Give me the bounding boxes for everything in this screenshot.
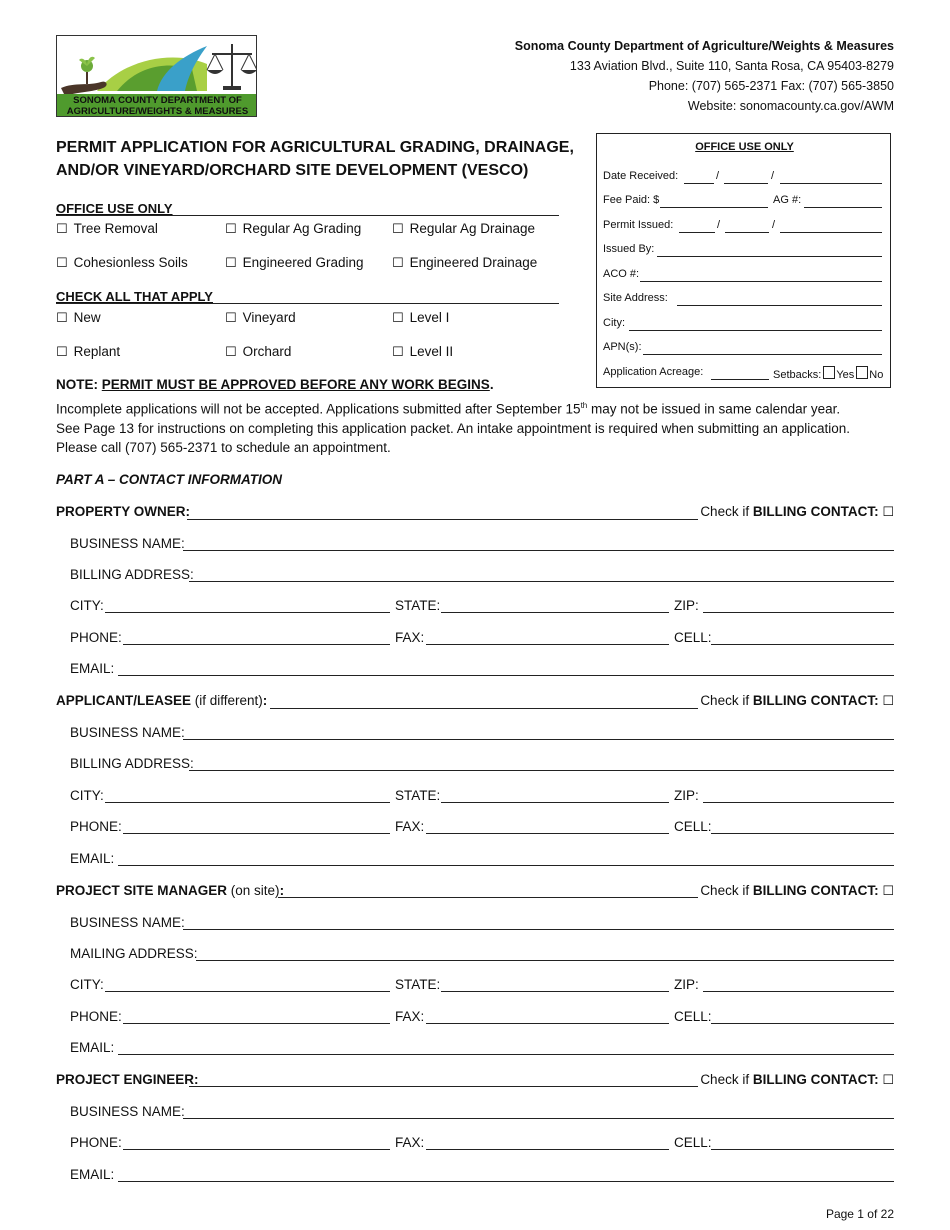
department-contact-block <box>515 36 894 116</box>
site-manager-email-field[interactable] <box>118 1054 894 1055</box>
permit-issued-day-field[interactable] <box>725 232 769 233</box>
owner-state-field[interactable] <box>441 612 669 613</box>
applicant-cell-label: CELL: <box>674 819 712 834</box>
checkbox-label: Orchard <box>242 344 292 359</box>
owner-email-label: EMAIL: <box>70 661 115 676</box>
engineer-email-field[interactable] <box>118 1181 894 1182</box>
engineer-business-name-label: BUSINESS NAME: <box>70 1104 185 1119</box>
site-manager-label-colon: : <box>279 883 285 898</box>
applicant-billing-address-field[interactable] <box>189 770 894 771</box>
engineer-fax-field[interactable] <box>426 1149 669 1150</box>
applicant-business-name-label: BUSINESS NAME: <box>70 725 185 740</box>
project-engineer-label: PROJECT ENGINEER: <box>56 1072 199 1087</box>
checkbox-label: Level II <box>409 344 454 359</box>
site-manager-city-field[interactable] <box>105 991 390 992</box>
site-manager-label-bold: PROJECT SITE MANAGER <box>56 883 228 898</box>
setbacks-group <box>773 366 883 381</box>
checkbox-icon[interactable]: ☐ <box>225 256 237 271</box>
checkbox-label: Engineered Drainage <box>409 255 538 270</box>
checkbox-regular-ag-grading[interactable] <box>225 221 361 237</box>
applicant-email-field[interactable] <box>118 865 894 866</box>
issued-by-label: Issued By: <box>603 243 655 255</box>
checkbox-icon[interactable]: ☐ <box>56 256 68 271</box>
date-received-month-field[interactable] <box>684 183 714 184</box>
site-manager-mailing-address-field[interactable] <box>196 960 894 961</box>
aco-field[interactable] <box>640 281 882 282</box>
checkbox-cohesionless-soils[interactable] <box>56 255 188 271</box>
checkbox-label: Engineered Grading <box>242 255 364 270</box>
note-superscript: th <box>580 401 588 410</box>
site-manager-email-label: EMAIL: <box>70 1040 115 1055</box>
owner-cell-field[interactable] <box>711 644 894 645</box>
applicant-field[interactable] <box>270 708 698 709</box>
applicant-city-field[interactable] <box>105 802 390 803</box>
date-received-day-field[interactable] <box>724 183 768 184</box>
applicant-fax-field[interactable] <box>426 833 669 834</box>
billing-contact-text: BILLING CONTACT: <box>752 883 879 898</box>
engineer-phone-field[interactable] <box>123 1149 390 1150</box>
department-logo <box>56 35 257 117</box>
site-manager-mailing-address-label: MAILING ADDRESS: <box>70 946 198 961</box>
note-body <box>56 396 896 457</box>
billing-contact-text: BILLING CONTACT: <box>752 1072 879 1087</box>
site-address-field[interactable] <box>677 305 882 306</box>
checkbox-label: Tree Removal <box>73 221 158 236</box>
engineer-business-name-field[interactable] <box>183 1118 894 1119</box>
note-line-1 <box>56 396 896 419</box>
owner-billing-address-field[interactable] <box>189 581 894 582</box>
applicant-label <box>56 693 267 708</box>
applicant-city-label: CITY: <box>70 788 104 803</box>
check-if-text: Check if <box>700 1072 753 1087</box>
applicant-phone-field[interactable] <box>123 833 390 834</box>
applicant-zip-field[interactable] <box>703 802 894 803</box>
owner-state-label: STATE: <box>395 598 441 613</box>
engineer-fax-label: FAX: <box>395 1135 425 1150</box>
checkbox-engineered-grading[interactable] <box>225 255 364 271</box>
note-label: NOTE: <box>56 377 98 392</box>
office-use-rule <box>56 215 559 216</box>
owner-city-field[interactable] <box>105 612 390 613</box>
site-manager-state-label: STATE: <box>395 977 441 992</box>
billing-contact-text: BILLING CONTACT: <box>752 693 879 708</box>
setbacks-yes-label: Yes <box>836 369 855 381</box>
logo-text-line2: AGRICULTURE/WEIGHTS & MEASURES <box>66 106 249 117</box>
checkbox-label: Replant <box>73 344 121 359</box>
title-line-1: PERMIT APPLICATION FOR AGRICULTURAL GRADING, DRAINAGE, <box>56 139 574 156</box>
applicant-state-field[interactable] <box>441 802 669 803</box>
page-number: Page 1 of 22 <box>825 1207 894 1221</box>
property-owner-label: PROPERTY OWNER: <box>56 504 191 519</box>
checkbox-label: Vineyard <box>242 310 296 325</box>
fee-paid-field[interactable] <box>660 207 768 208</box>
site-manager-business-name-field[interactable] <box>183 929 894 930</box>
date-slash: / <box>717 219 721 231</box>
checkbox-level-ii[interactable] <box>392 344 453 360</box>
checkbox-label: Regular Ag Grading <box>242 221 362 236</box>
site-manager-label-rest: (on site) <box>227 883 280 898</box>
site-address-label: Site Address: <box>603 292 668 304</box>
fee-paid-label: Fee Paid: $ <box>603 194 660 206</box>
owner-zip-field[interactable] <box>703 612 894 613</box>
site-manager-cell-field[interactable] <box>711 1023 894 1024</box>
issued-by-field[interactable] <box>657 256 882 257</box>
applicant-cell-field[interactable] <box>711 833 894 834</box>
checkbox-level-i[interactable] <box>392 310 449 326</box>
city-label: City: <box>603 317 625 329</box>
site-manager-city-label: CITY: <box>70 977 104 992</box>
applicant-state-label: STATE: <box>395 788 441 803</box>
owner-fax-label: FAX: <box>395 630 425 645</box>
checkbox-new[interactable] <box>56 310 101 326</box>
site-manager-zip-field[interactable] <box>703 991 894 992</box>
checkbox-label: Level I <box>409 310 450 325</box>
billing-contact-text: BILLING CONTACT: <box>752 504 879 519</box>
applicant-fax-label: FAX: <box>395 819 425 834</box>
applicant-zip-label: ZIP: <box>674 788 699 803</box>
checkbox-icon[interactable]: ☐ <box>56 345 68 360</box>
date-slash: / <box>772 219 776 231</box>
checkbox-orchard[interactable] <box>225 344 291 360</box>
department-phone-fax: Phone: (707) 565-2371 Fax: (707) 565-3850 <box>648 79 894 93</box>
applicant-phone-label: PHONE: <box>70 819 122 834</box>
office-use-heading: OFFICE USE ONLY <box>56 201 173 216</box>
check-if-text: Check if <box>700 504 753 519</box>
date-slash: / <box>716 170 720 182</box>
application-acreage-field[interactable] <box>711 379 769 380</box>
page-title <box>56 136 574 182</box>
checkbox-vineyard[interactable] <box>225 310 296 326</box>
permit-issued-label: Permit Issued: <box>603 219 674 231</box>
ag-number-field[interactable] <box>804 207 882 208</box>
title-line-2: AND/OR VINEYARD/ORCHARD SITE DEVELOPMENT (VESCO) <box>56 162 529 179</box>
owner-phone-label: PHONE: <box>70 630 122 645</box>
applicant-business-name-field[interactable] <box>183 739 894 740</box>
checkbox-icon[interactable]: ☐ <box>225 222 237 237</box>
checkbox-icon[interactable]: ☐ <box>225 345 237 360</box>
permit-issued-month-field[interactable] <box>679 232 715 233</box>
apn-field[interactable] <box>643 354 882 355</box>
property-owner-field[interactable] <box>187 519 698 520</box>
engineer-email-label: EMAIL: <box>70 1167 115 1182</box>
check-if-text: Check if <box>700 693 753 708</box>
applicant-label-bold: APPLICANT/LEASEE <box>56 693 192 708</box>
owner-zip-label: ZIP: <box>674 598 699 613</box>
department-website[interactable]: Website: sonomacounty.ca.gov/AWM <box>687 99 894 113</box>
note-period: . <box>489 377 494 392</box>
setbacks-no-label: No <box>869 369 884 381</box>
property-owner-billing-check[interactable] <box>700 504 894 520</box>
owner-billing-address-label: BILLING ADDRESS: <box>70 567 194 582</box>
date-slash: / <box>771 170 775 182</box>
note-line-2: See Page 13 for instructions on completing this application packet. An intake appointment is required when submitting an application. <box>56 420 850 436</box>
checkbox-icon[interactable]: ☐ <box>882 884 894 899</box>
application-acreage-label: Application Acreage: <box>603 366 704 378</box>
check-all-rule <box>56 303 559 304</box>
checkbox-engineered-drainage[interactable] <box>392 255 537 271</box>
check-if-text: Check if <box>700 883 753 898</box>
date-received-year-field[interactable] <box>780 183 882 184</box>
setbacks-no-checkbox[interactable] <box>856 366 868 379</box>
engineer-cell-label: CELL: <box>674 1135 712 1150</box>
site-manager-label <box>56 883 284 898</box>
department-address: 133 Aviation Blvd., Suite 110, Santa Rosa, CA 95403-8279 <box>569 59 894 73</box>
note-line-3: Please call (707) 565-2371 to schedule an appointment. <box>56 439 391 455</box>
checkbox-icon[interactable]: ☐ <box>882 1073 894 1088</box>
owner-business-name-field[interactable] <box>183 550 894 551</box>
site-manager-field[interactable] <box>278 897 698 898</box>
office-use-box <box>596 133 891 388</box>
check-all-heading: CHECK ALL THAT APPLY <box>56 289 213 304</box>
ag-number-label: AG #: <box>773 194 802 206</box>
owner-fax-field[interactable] <box>426 644 669 645</box>
logo-text-line1: SONOMA COUNTY DEPARTMENT OF <box>73 95 242 106</box>
site-manager-phone-field[interactable] <box>123 1023 390 1024</box>
note-heading <box>56 377 494 392</box>
engineer-billing-check[interactable] <box>700 1072 894 1088</box>
engineer-cell-field[interactable] <box>711 1149 894 1150</box>
engineer-phone-label: PHONE: <box>70 1135 122 1150</box>
site-manager-fax-label: FAX: <box>395 1009 425 1024</box>
applicant-billing-address-label: BILLING ADDRESS: <box>70 756 194 771</box>
site-manager-fax-field[interactable] <box>426 1023 669 1024</box>
owner-phone-field[interactable] <box>123 644 390 645</box>
checkbox-tree-removal[interactable] <box>56 221 158 237</box>
city-field[interactable] <box>629 330 882 331</box>
project-engineer-field[interactable] <box>189 1086 698 1087</box>
owner-email-field[interactable] <box>118 675 894 676</box>
site-manager-phone-label: PHONE: <box>70 1009 122 1024</box>
applicant-billing-check[interactable] <box>700 693 894 709</box>
note-line-1a: Incomplete applications will not be accepted. Applications submitted after September 15 <box>56 401 581 417</box>
site-manager-business-name-label: BUSINESS NAME: <box>70 915 185 930</box>
setbacks-label: Setbacks: <box>773 369 822 381</box>
applicant-email-label: EMAIL: <box>70 851 115 866</box>
site-manager-zip-label: ZIP: <box>674 977 699 992</box>
site-manager-cell-label: CELL: <box>674 1009 712 1024</box>
checkbox-icon[interactable]: ☐ <box>56 311 68 326</box>
setbacks-yes-checkbox[interactable] <box>823 366 835 379</box>
checkbox-regular-ag-drainage[interactable] <box>392 221 535 237</box>
checkbox-icon[interactable]: ☐ <box>392 311 404 326</box>
owner-cell-label: CELL: <box>674 630 712 645</box>
office-box-heading: OFFICE USE ONLY <box>695 141 794 153</box>
apn-label: APN(s): <box>603 341 642 353</box>
checkbox-icon[interactable]: ☐ <box>882 505 894 520</box>
site-manager-state-field[interactable] <box>441 991 669 992</box>
site-manager-billing-check[interactable] <box>700 883 894 899</box>
checkbox-icon[interactable]: ☐ <box>392 222 404 237</box>
checkbox-icon[interactable]: ☐ <box>882 694 894 709</box>
checkbox-icon[interactable]: ☐ <box>225 311 237 326</box>
checkbox-label: Cohesionless Soils <box>73 255 188 270</box>
owner-city-label: CITY: <box>70 598 104 613</box>
note-emphasis: PERMIT MUST BE APPROVED BEFORE ANY WORK BEGINS <box>101 377 490 392</box>
checkbox-label: Regular Ag Drainage <box>409 221 535 236</box>
department-name: Sonoma County Department of Agriculture/Weights & Measures <box>514 39 894 53</box>
checkbox-icon[interactable]: ☐ <box>56 222 68 237</box>
aco-label: ACO #: <box>603 268 640 280</box>
applicant-label-rest: (if different) <box>191 693 263 708</box>
checkbox-icon[interactable]: ☐ <box>392 256 404 271</box>
checkbox-icon[interactable]: ☐ <box>392 345 404 360</box>
date-received-label: Date Received: <box>603 170 679 182</box>
owner-business-name-label: BUSINESS NAME: <box>70 536 185 551</box>
permit-issued-year-field[interactable] <box>780 232 882 233</box>
applicant-label-colon: : <box>262 693 268 708</box>
part-a-heading: PART A – CONTACT INFORMATION <box>56 472 282 487</box>
checkbox-replant[interactable] <box>56 344 120 360</box>
checkbox-label: New <box>73 310 101 325</box>
note-line-1b: may not be issued in same calendar year. <box>587 401 841 417</box>
